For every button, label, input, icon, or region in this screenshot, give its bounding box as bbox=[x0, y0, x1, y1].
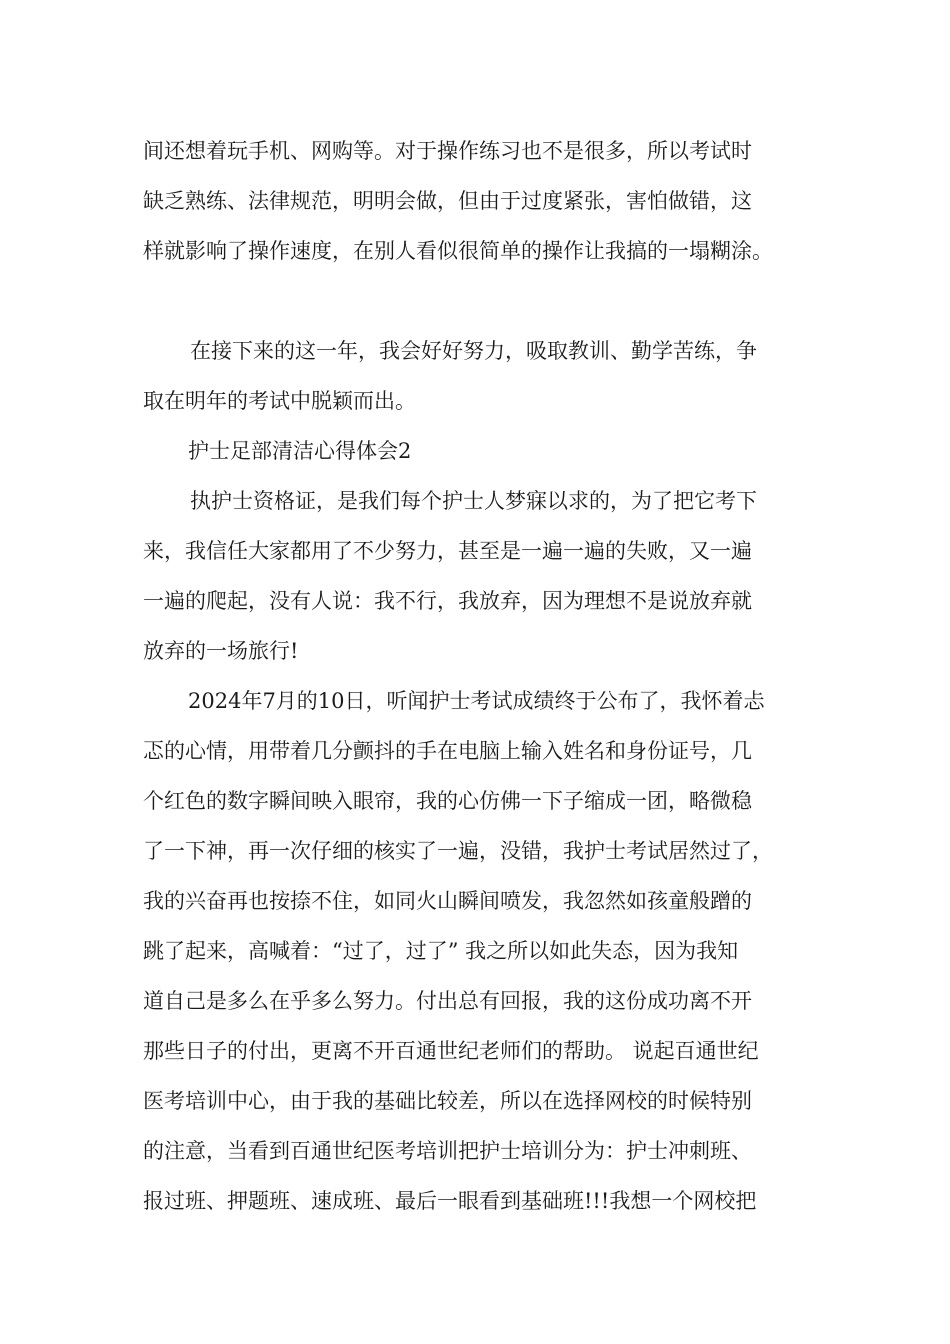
text-line: 个红色的数字瞬间映入眼帘，我的心仿佛一下子缩成一团，略微稳 bbox=[143, 789, 752, 813]
text-line: 来，我信任大家都用了不少努力，甚至是一遍一遍的失败，又一遍 bbox=[143, 539, 752, 563]
text-line: 报过班、押题班、速成班、最后一眼看到基础班!!!我想一个网校把 bbox=[143, 1189, 757, 1213]
text-line: 医考培训中心，由于我的基础比较差，所以在选择网校的时候特别 bbox=[143, 1089, 752, 1113]
text-line: 样就影响了操作速度，在别人看似很简单的操作让我搞的一塌糊涂。 bbox=[143, 239, 773, 263]
text-line: 忑的心情，用带着几分颤抖的手在电脑上输入姓名和身份证号，几 bbox=[143, 739, 752, 763]
text-line: 在接下来的这一年，我会好好努力，吸取教训、勤学苦练，争 bbox=[190, 339, 757, 363]
text-line: 道自己是多么在乎多么努力。付出总有回报，我的这份成功离不开 bbox=[143, 989, 752, 1013]
text-line: 了一下神，再一次仔细的核实了一遍，没错，我护士考试居然过了， bbox=[143, 839, 773, 863]
text-line: 间还想着玩手机、网购等。对于操作练习也不是很多，所以考试时 bbox=[143, 139, 752, 163]
text-line: 2024年7月的10日，听闻护士考试成绩终于公布了，我怀着忐 bbox=[188, 689, 765, 713]
text-line: 那些日子的付出，更离不开百通世纪老师们的帮助。 说起百通世纪 bbox=[143, 1039, 759, 1063]
text-line: 我的兴奋再也按捺不住，如同火山瞬间喷发，我忽然如孩童般蹭的 bbox=[143, 889, 752, 913]
text-line: 一遍的爬起，没有人说：我不行，我放弃，因为理想不是说放弃就 bbox=[143, 589, 752, 613]
text-line: 执护士资格证，是我们每个护士人梦寐以求的，为了把它考下 bbox=[190, 489, 757, 513]
section-title: 护士足部清洁心得体会2 bbox=[188, 439, 412, 463]
text-line: 的注意，当看到百通世纪医考培训把护士培训分为：护士冲刺班、 bbox=[143, 1139, 752, 1163]
text-line: 放弃的一场旅行! bbox=[143, 639, 299, 663]
text-line: 缺乏熟练、法律规范，明明会做，但由于过度紧张，害怕做错，这 bbox=[143, 189, 752, 213]
text-line: 取在明年的考试中脱颖而出。 bbox=[143, 389, 416, 413]
text-line: 跳了起来，高喊着：“过了，过了” 我之所以如此失态，因为我知 bbox=[143, 939, 739, 963]
